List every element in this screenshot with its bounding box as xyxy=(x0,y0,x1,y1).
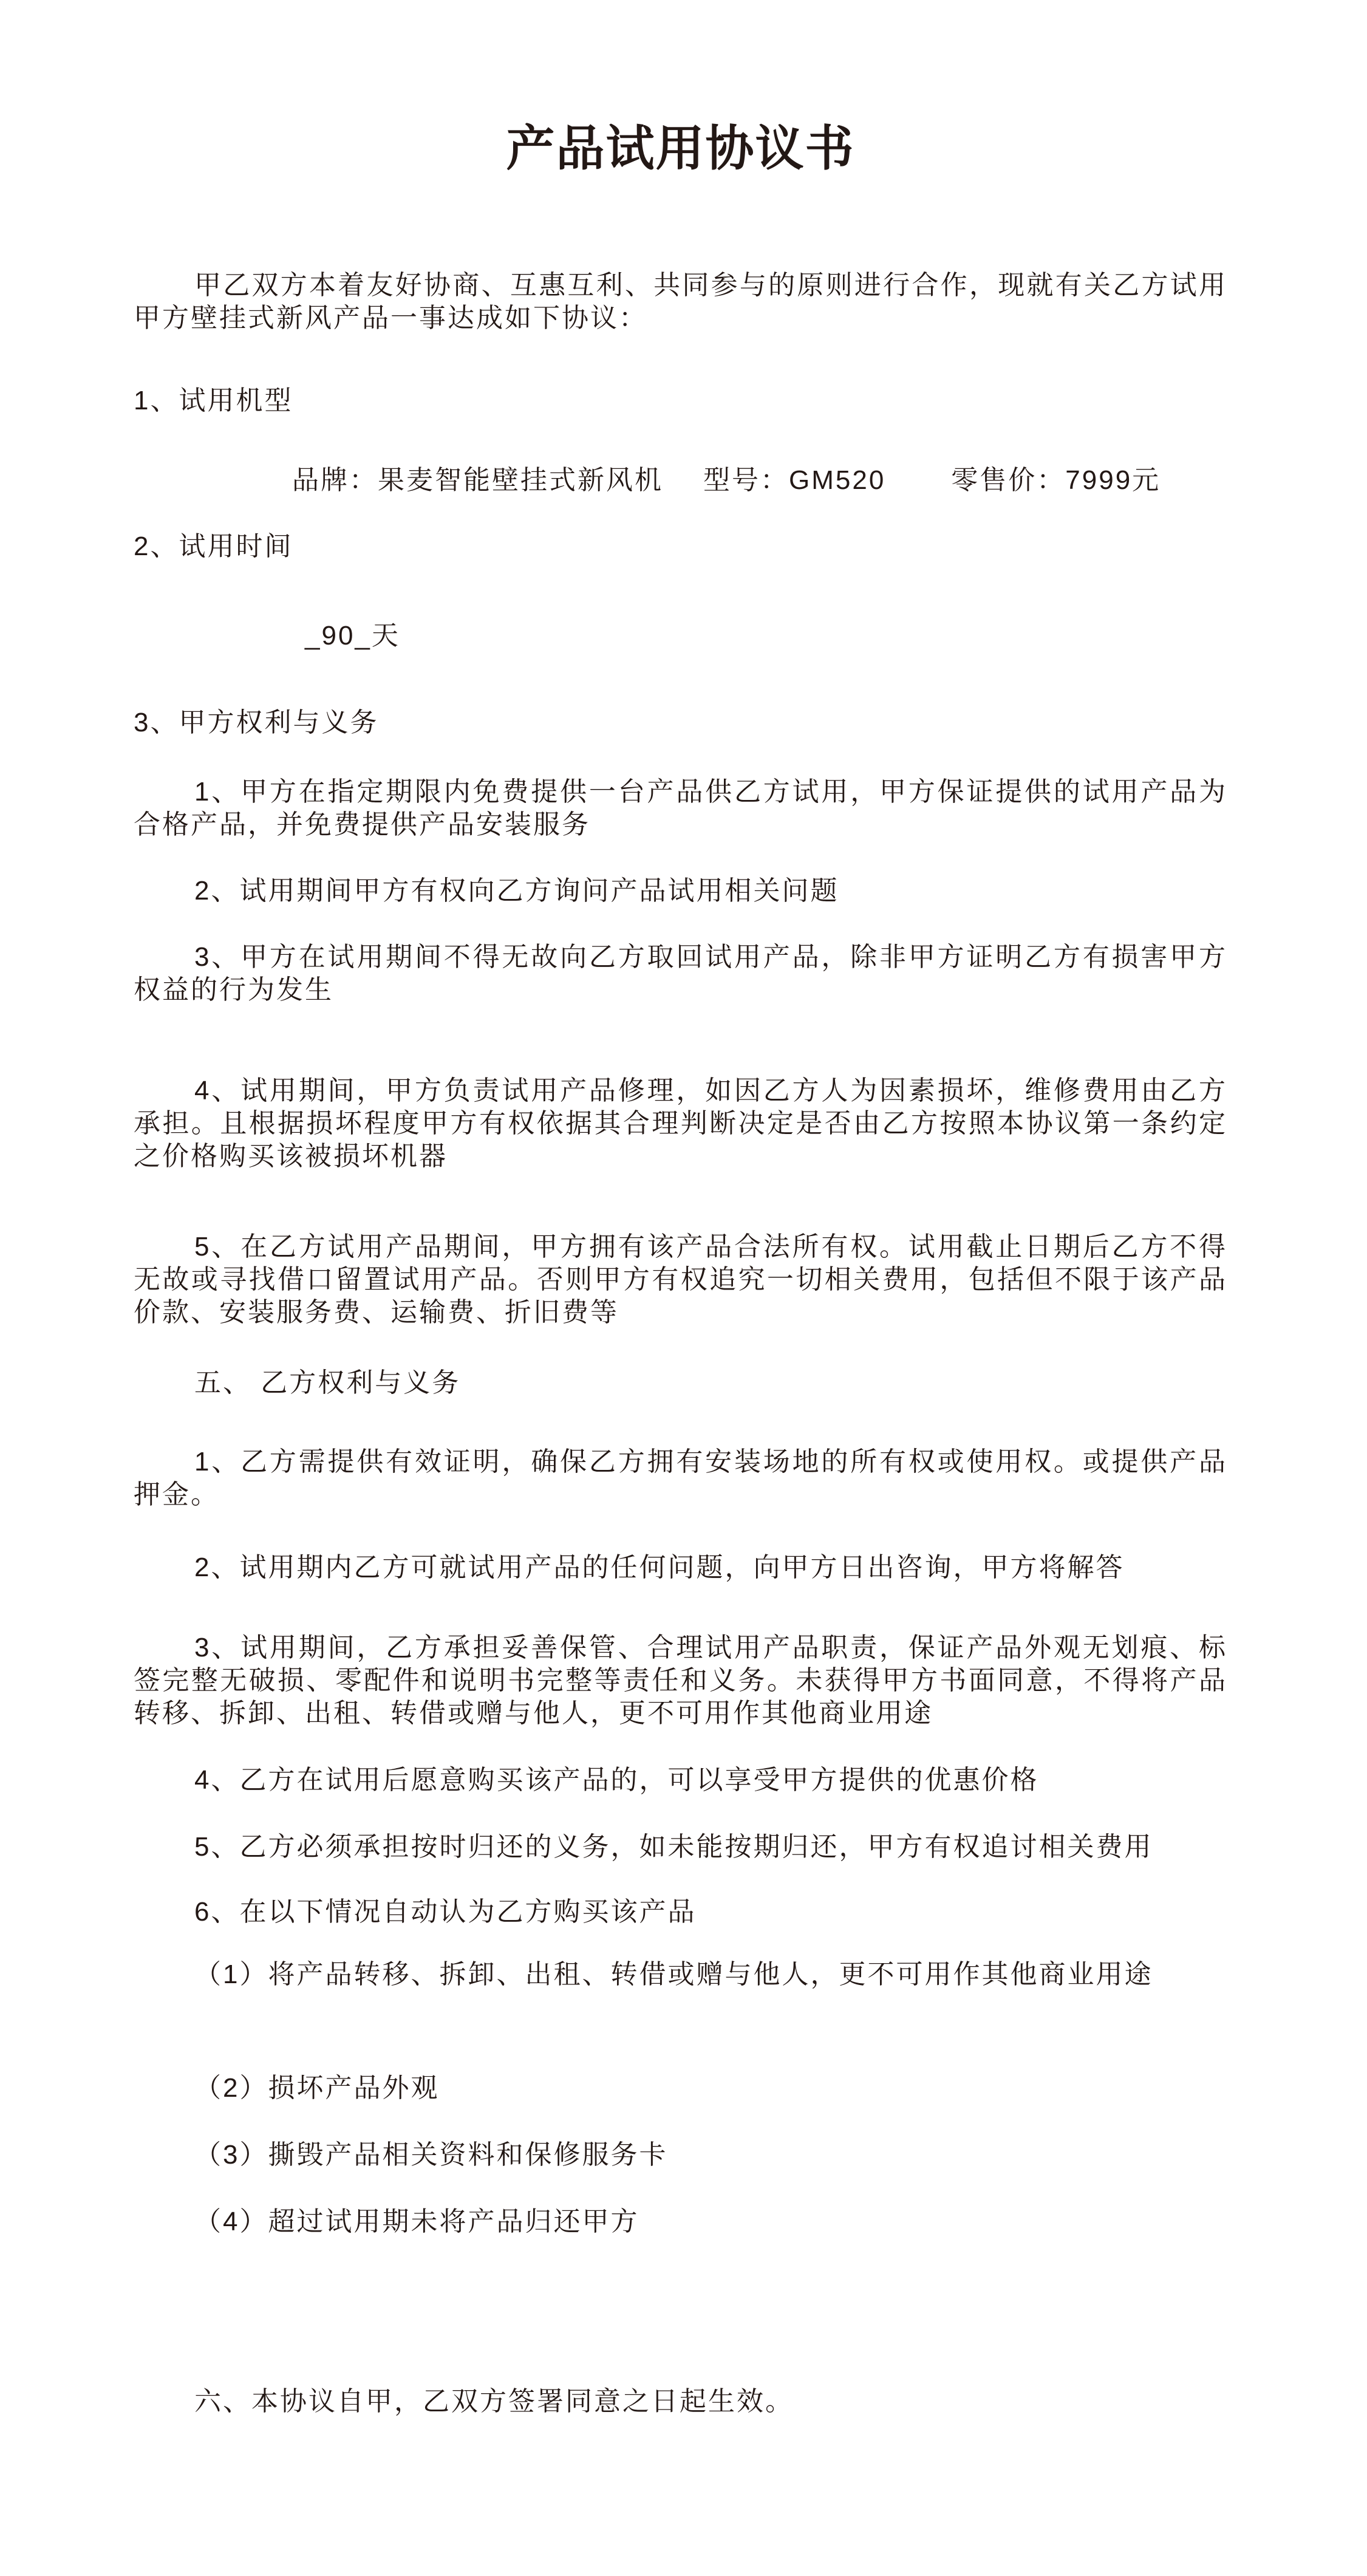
auto-purchase-subitem-4: （4）超过试用期未将产品归还甲方 xyxy=(194,2207,639,2236)
model-field: 型号：GM520 xyxy=(703,465,886,495)
auto-purchase-subitem-3: （3）撕毁产品相关资料和保修服务卡 xyxy=(194,2140,668,2170)
party-a-item-1: 1、甲方在指定期限内免费提供一台产品供乙方试用，甲方保证提供的试用产品为合格产品，并免费提供产品安装服务 xyxy=(134,777,1227,839)
section-1-heading: 1、试用机型 xyxy=(134,386,293,415)
party-a-item-2: 2、试用期间甲方有权向乙方询问产品试用相关问题 xyxy=(194,876,839,906)
auto-purchase-subitem-1: （1）将产品转移、拆卸、出租、转借或赠与他人，更不可用作其他商业用途 xyxy=(194,1959,1153,1989)
party-a-item-3: 3、甲方在试用期间不得无故向乙方取回试用产品，除非甲方证明乙方有损害甲方权益的行为发生 xyxy=(134,942,1227,1005)
party-b-item-6: 6、在以下情况自动认为乙方购买该产品 xyxy=(194,1897,697,1927)
trial-duration-line: _90_天 xyxy=(305,621,400,651)
party-b-item-5: 5、乙方必须承担按时归还的义务，如未能按期归还，甲方有权追讨相关费用 xyxy=(194,1832,1153,1862)
party-b-item-2: 2、试用期内乙方可就试用产品的任何问题，向甲方日出咨询，甲方将解答 xyxy=(194,1553,1125,1582)
party-b-item-3: 3、试用期间，乙方承担妥善保管、合理试用产品职责，保证产品外观无划痕、标签完整无破损、零配件和说明书完整等责任和义务。未获得甲方书面同意，不得将产品转移、拆卸、出租、转借或赠与他人，更不可用作其他商业用途 xyxy=(134,1633,1227,1728)
party-b-item-1: 1、乙方需提供有效证明，确保乙方拥有安装场地的所有权或使用权。或提供产品押金。 xyxy=(134,1447,1227,1509)
effective-date-clause: 六、本协议自甲，乙双方签署同意之日起生效。 xyxy=(194,2386,794,2416)
brand-field: 品牌：果麦智能壁挂式新风机 xyxy=(292,465,663,495)
intro-paragraph: 甲乙双方本着友好协商、互惠互利、共同参与的原则进行合作，现就有关乙方试用甲方壁挂式新风产品一事达成如下协议： xyxy=(134,270,1227,333)
section-5-heading: 五、 乙方权利与义务 xyxy=(194,1368,461,1398)
price-field: 零售价：7999元 xyxy=(951,465,1161,495)
party-a-item-4: 4、试用期间，甲方负责试用产品修理，如因乙方人为因素损坏，维修费用由乙方承担。且根据损坏程度甲方有权依据其合理判断决定是否由乙方按照本协议第一条约定之价格购买该被损坏机器 xyxy=(134,1076,1227,1171)
auto-purchase-subitem-2: （2）损坏产品外观 xyxy=(194,2073,440,2103)
section-2-heading: 2、试用时间 xyxy=(134,531,293,561)
party-a-item-5: 5、在乙方试用产品期间，甲方拥有该产品合法所有权。试用截止日期后乙方不得无故或寻找借口留置试用产品。否则甲方有权追究一切相关费用，包括但不限于该产品价款、安装服务费、运输费、折旧费等 xyxy=(134,1232,1227,1327)
product-info-line xyxy=(134,464,1227,497)
section-3-heading: 3、甲方权利与义务 xyxy=(134,708,379,737)
party-b-item-4: 4、乙方在试用后愿意购买该产品的，可以享受甲方提供的优惠价格 xyxy=(194,1765,1039,1795)
document-title: 产品试用协议书 xyxy=(506,121,855,176)
